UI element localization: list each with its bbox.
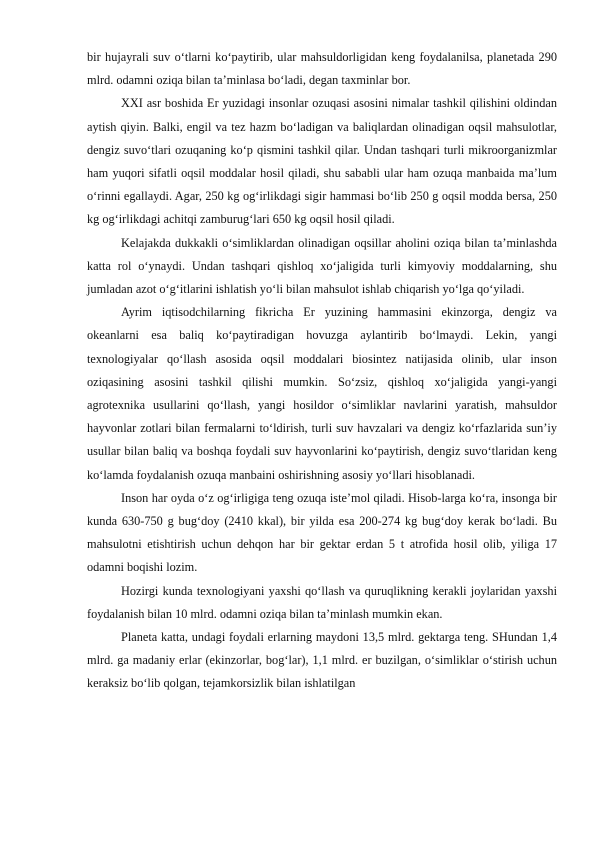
paragraph-5: Inson har oyda o‘z og‘irligiga teng ozuqa iste’mol qiladi. Hisob-larga ko‘ra, insonga bir kunda 630-750 g bug‘doy (2410 kkal), bir yilda esa 200-274 kg bug‘doy kerak bo‘ladi. Bu mahsulotni etishtirish uchun dehqon har bir gektar erdan 5 t atrofida hosil olib, yiliga 17 odamni boqishi lozim.	[87, 490, 557, 575]
paragraph-2: XXI asr boshida Er yuzidagi insonlar ozuqasi asosini nimalar tashkil qilishini oldindan aytish qiyin. Balki, engil va tez hazm bo‘ladigan va baliqlardan olinadigan oqsil mahsulotlar, dengiz suvo‘tlari ozuqaning ko‘p qismini tashkil qilar. Undan tashqari turli mikroorganizmlar ham yuqori sifatli oqsil moddalar hosil qiladi, shu sababli ular ham ozuqa manbaida ma’lum o‘rinni egallaydi. Agar, 250 kg og‘irlikdagi sigir hammasi bo‘lib 250 g oqsil modda bersa, 250 kg og‘irlikdagi achitqi zamburug‘lari 650 kg oqsil hosil qiladi.	[87, 96, 557, 227]
document-page	[87, 46, 557, 696]
paragraph-4: Ayrim iqtisodchilarning fikricha Er yuzining hammasini ekinzorga, dengiz va okeanlarni esa baliq ko‘paytiradigan hovuzga aylantirib bo‘lmaydi. Lekin, yangi texnologiyalar qo‘llash asosida oqsil moddalari biosintez natijasida olinib, ular inson oziqasining asosini tashkil qilishi mumkin. So‘zsiz, qishloq xo‘jaligida yangi-yangi agrotexnika usullarini qo‘llash, yangi hosildor o‘simliklar navlarini yaratish, mahsuldor hayvonlar zotlari bilan fermalarni to‘ldirish, turli suv havzalari va dengiz ko‘rfazlarida sun’iy usullar bilan baliq va boshqa foydali suv hayvonlarini ko‘paytirish, dengiz suvo‘tlaridan keng ko‘lamda foydalanish ozuqa manbaini oshirishning asosiy yo‘llari hisoblanadi.	[87, 305, 557, 482]
paragraph-6: Hozirgi kunda texnologiyani yaxshi qo‘llash va quruqlikning kerakli joylaridan yaxshi foydalanish bilan 10 mlrd. odamni oziqa bilan ta’minlash mumkin ekan.	[87, 583, 557, 621]
paragraph-7: Planeta katta, undagi foydali erlarning maydoni 13,5 mlrd. gektarga teng. SHundan 1,4 mlrd. ga madaniy erlar (ekinzorlar, bog‘lar), 1,1 mlrd. er buzilgan, o‘simliklar o‘stirish uchun keraksiz bo‘lib qolgan, tejamkorsizlik bilan ishlatilgan	[87, 630, 557, 691]
paragraph-1: bir hujayrali suv o‘tlarni ko‘paytirib, ular mahsuldorligidan keng foydalanilsa, planetada 290 mlrd. odamni oziqa bilan ta’minlasa bo‘ladi, degan taxminlar bor.	[87, 50, 557, 88]
paragraph-3: Kelajakda dukkakli o‘simliklardan olinadigan oqsillar aholini oziqa bilan ta’minlashda katta rol o‘ynaydi. Undan tashqari qishloq xo‘jaligida turli kimyoviy moddalarning, shu jumladan azot o‘g‘itlarini ishlatish yo‘li bilan mahsulot ishlab chiqarish yo‘lga qo‘yiladi.	[87, 235, 557, 297]
